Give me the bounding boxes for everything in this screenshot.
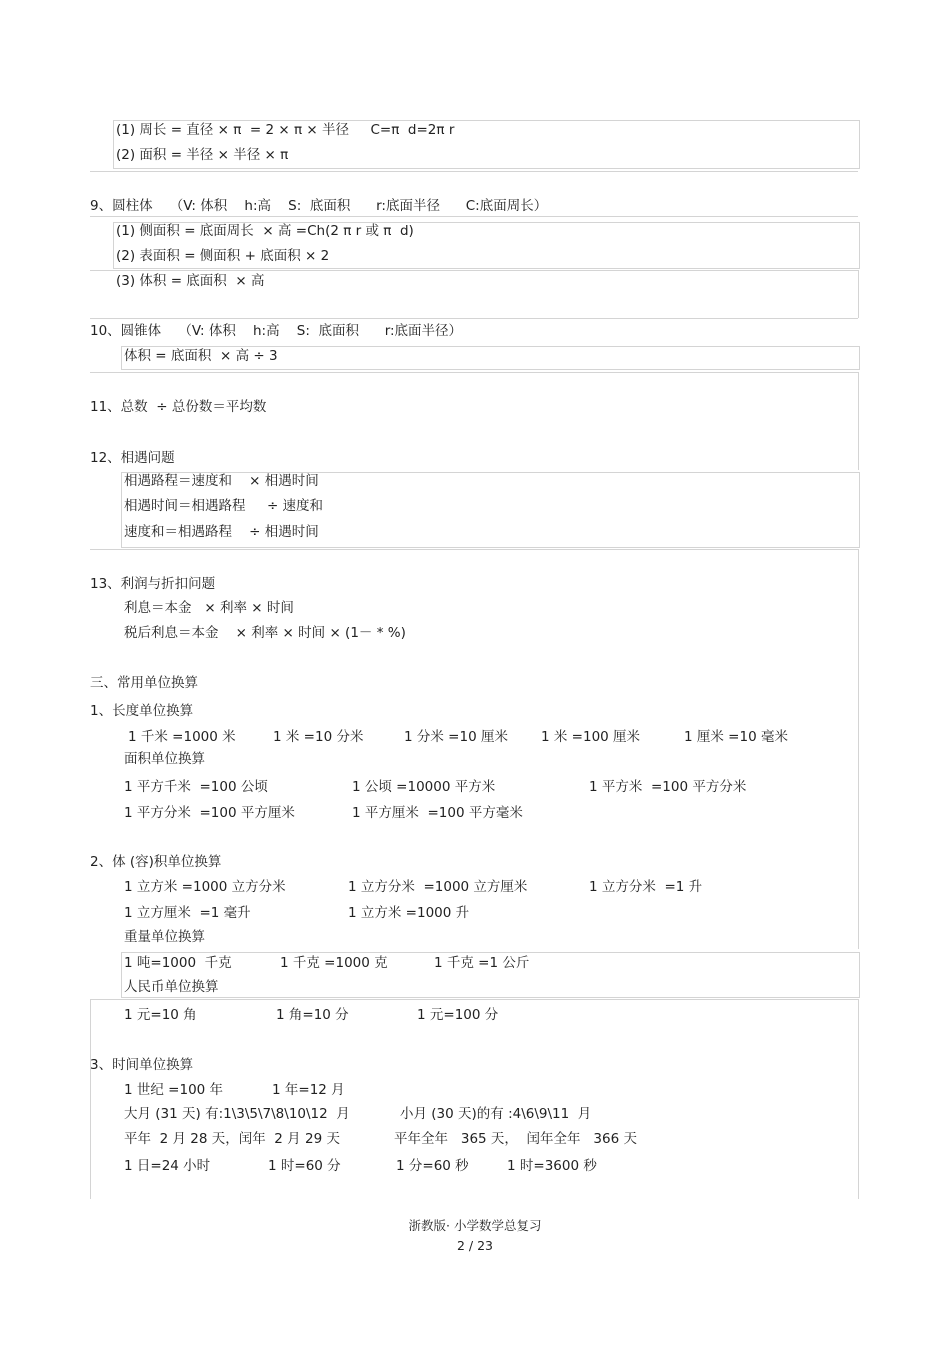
volume-item: 1 立方米 =1000 升 <box>348 905 470 921</box>
length-item: 1 分米 =10 厘米 <box>404 729 508 745</box>
time-item: 平年 2 月 28 天，闰年 2 月 29 天 <box>124 1131 340 1147</box>
time-item: 1 时=3600 秒 <box>507 1158 597 1174</box>
time-item: 大月 (31 天) 有:1\3\5\7\8\10\12 月 <box>124 1106 350 1122</box>
meeting-distance: 相遇路程＝速度和 × 相遇时间 <box>124 473 319 489</box>
meeting-speed: 速度和＝相遇路程 ÷ 相遇时间 <box>124 524 319 540</box>
volume-item: 1 立方米 =1000 立方分米 <box>124 879 286 895</box>
time-heading: 3、时间单位换算 <box>90 1057 194 1073</box>
circle-perimeter-formula: (1) 周长 = 直径 × π = 2 × π × 半径 C=π d=2π r <box>116 122 455 138</box>
weight-heading: 重量单位换算 <box>124 929 205 945</box>
meeting-time: 相遇时间＝相遇路程 ÷ 速度和 <box>124 498 324 514</box>
time-item: 1 日=24 小时 <box>124 1158 211 1174</box>
area-heading: 面积单位换算 <box>124 751 205 767</box>
divider <box>90 318 858 319</box>
cylinder-volume: (3) 体积 = 底面积 × 高 <box>116 273 265 289</box>
profit-heading: 13、利润与折扣问题 <box>90 576 216 592</box>
money-item: 1 元=10 角 <box>124 1007 197 1023</box>
divider <box>90 171 858 172</box>
cylinder-heading: 9、圆柱体 （V: 体积 h:高 S: 底面积 r:底面半径 C:底面周长） <box>90 198 548 214</box>
money-item: 1 角=10 分 <box>276 1007 349 1023</box>
weight-item: 1 吨=1000 千克 <box>124 955 232 971</box>
cone-volume: 体积 = 底面积 × 高 ÷ 3 <box>124 348 278 364</box>
divider <box>90 372 858 373</box>
volume-item: 1 立方分米 =1 升 <box>589 879 703 895</box>
divider <box>90 270 858 271</box>
divider <box>858 372 859 470</box>
time-item: 小月 (30 天)的有 :4\6\9\11 月 <box>400 1106 592 1122</box>
meeting-heading: 12、相遇问题 <box>90 450 175 466</box>
cylinder-surface-area: (2) 表面积 = 侧面积 + 底面积 × 2 <box>116 248 330 264</box>
length-item: 1 米 =10 分米 <box>273 729 364 745</box>
area-item: 1 平方厘米 =100 平方毫米 <box>352 805 523 821</box>
length-item: 1 厘米 =10 毫米 <box>684 729 788 745</box>
divider <box>858 549 859 949</box>
after-tax-interest-formula: 税后利息＝本金 × 利率 × 时间 × (1－ * %) <box>124 625 406 641</box>
divider <box>858 999 859 1199</box>
divider <box>90 999 858 1000</box>
units-heading: 三、常用单位换算 <box>90 675 198 691</box>
area-item: 1 平方分米 =100 平方厘米 <box>124 805 295 821</box>
divider <box>90 1000 91 1199</box>
circle-area-formula: (2) 面积 = 半径 × 半径 × π <box>116 147 289 163</box>
length-item: 1 米 =100 厘米 <box>541 729 641 745</box>
money-heading: 人民币单位换算 <box>124 979 219 995</box>
cylinder-lateral-area: (1) 侧面积 = 底面周长 × 高 =Ch(2 π r 或 π d) <box>116 223 414 239</box>
weight-item: 1 千克 =1 公斤 <box>434 955 530 971</box>
weight-item: 1 千克 =1000 克 <box>280 955 388 971</box>
volume-item: 1 立方厘米 =1 毫升 <box>124 905 251 921</box>
footer-title: 浙教版· 小学数学总复习 <box>408 1218 542 1233</box>
time-item: 1 世纪 =100 年 <box>124 1082 224 1098</box>
time-item: 1 分=60 秒 <box>396 1158 469 1174</box>
time-item: 1 年=12 月 <box>272 1082 345 1098</box>
time-item: 1 时=60 分 <box>268 1158 341 1174</box>
area-item: 1 平方米 =100 平方分米 <box>589 779 747 795</box>
length-heading: 1、长度单位换算 <box>90 703 194 719</box>
time-item: 平年全年 365 天， 闰年全年 366 天 <box>394 1131 637 1147</box>
divider <box>858 270 859 318</box>
interest-formula: 利息＝本金 × 利率 × 时间 <box>124 600 294 616</box>
area-item: 1 公顷 =10000 平方米 <box>352 779 496 795</box>
page-number: 2 / 23 <box>456 1238 494 1253</box>
area-item: 1 平方千米 =100 公顷 <box>124 779 268 795</box>
length-item: 1 千米 =1000 米 <box>128 729 236 745</box>
volume-item: 1 立方分米 =1000 立方厘米 <box>348 879 528 895</box>
divider <box>90 216 858 217</box>
money-item: 1 元=100 分 <box>417 1007 499 1023</box>
cone-heading: 10、圆锥体 （V: 体积 h:高 S: 底面积 r:底面半径） <box>90 323 463 339</box>
average-heading: 11、总数 ÷ 总份数＝平均数 <box>90 399 267 415</box>
divider <box>90 549 858 550</box>
volume-heading: 2、体 (容)积单位换算 <box>90 854 222 870</box>
